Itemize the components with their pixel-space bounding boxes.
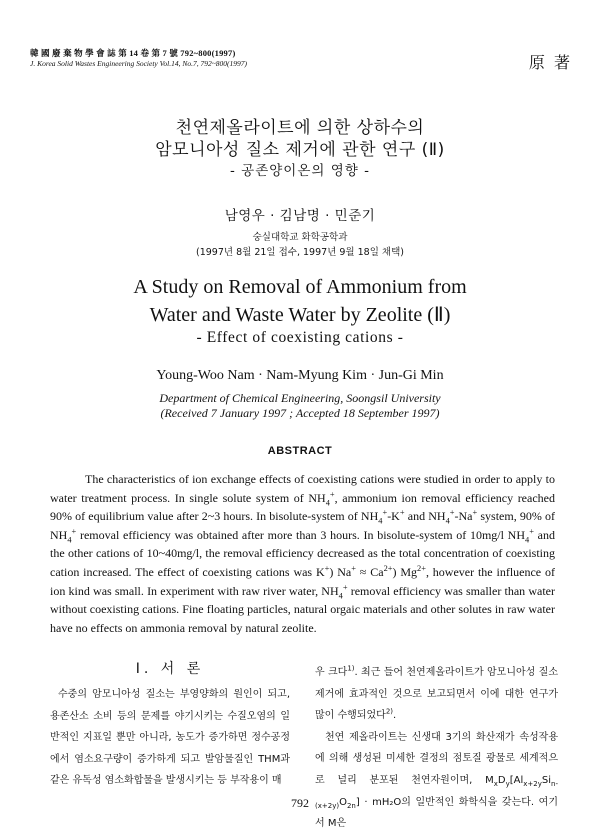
introduction-right-column: 우 크다$^{1)}$. 최근 들어 천연제올라이트가 암모니아성 질소제거에 효과적인 것으로 보고되면서 이에 대한 연구가 많이 수행되었다$^{2)}$. 천연 제올라이트는 신생대 3기의 화산재가 속성작용에 의해 생성된 미세한 결정의 점토질 광물로 세계적으로 널리 분포된 천연자원이며, $M_xD_y[Al_{x+2y}Si_{n-(x+2y)}O_{2n}] \cdot mH_2O$의 일반적인 화학식을 갖는다. 여기서 M은 [315, 664, 558, 830]
korean-subtitle: - 공존양이온의 영향 - [230, 163, 370, 179]
abstract-heading: ABSTRACT [267, 445, 333, 457]
korean-title-line1: 천연제올라이트에 의한 상하수의 [175, 118, 425, 138]
introduction-left-column: 수중의 암모니아성 질소는 부영양화의 원인이 되고, 용존산소 소비 등의 문제를 야기시키는 수질오염의 일반적인 지표일 뿐만 아니라, 농도가 증가하면 정수공정에서 염소요구량이 증가하게 되고 발암물질인 THM과 같은 유독성 염소화합물을 발생시키는 등 부작용이 매 [50, 689, 290, 787]
korean-authors: 남영우 · 김남명 · 민준기 [224, 208, 376, 224]
korean-title-line2: 암모니아성 질소 제거에 관한 연구 (Ⅱ) [155, 140, 445, 160]
english-authors: Young-Woo Nam · Nam-Myung Kim · Jun-Gi Min [156, 368, 444, 383]
english-dates: (Received 7 January 1997 ; Accepted 18 September 1997) [160, 406, 440, 420]
english-affiliation: Department of Chemical Engineering, Soongsil University [159, 391, 441, 405]
english-title-line2: Water and Waste Water by Zeolite (Ⅱ) [149, 304, 451, 326]
abstract-body: The characteristics of ion exchange effects of coexisting cations were studied in order to apply to water treatment process. In single solute system of $NH_4^+$, ammonium ion removal efficiency reached 90% of equilibrium value after 2~3 hours. In bisolute-system of $NH_4^+-K^+$ and $NH_4^+-Na^+$ system, 90% of $NH_4^+$ removal efficiency was obtained after more than 3 hours. In bisolute-system of 10mg/l $NH_4^+$ and the other cations of 10~40mg/l, the removal efficiency decreased as the total concentration of coexisting cation increased. The effect of coexisting cations was K+) $Na^+ \approx Ca^{2+}$) $Mg^{2+}$, however the influence of ion kind was small. In experiment with raw river water, $NH_4^+$ removal efficiency was smaller than water without coexisting cations. Fine floating particles, natural orgaic materials and other solutes in raw water have no effects on ammonia removal by natural zeolite. [50, 472, 556, 635]
article-category: 原 著 [528, 53, 572, 72]
page-number: 792 [291, 796, 309, 810]
korean-affiliation: 숭실대학교 화학공학과 [252, 232, 348, 243]
english-title-line1: A Study on Removal of Ammonium from [133, 276, 467, 298]
introduction-heading: Ⅰ. 서 론 [135, 661, 205, 677]
journal-english-header: J. Korea Solid Wastes Engineering Society Vol.14, No.7, 792~800(1997) [30, 59, 248, 68]
english-subtitle: - Effect of coexisting cations - [196, 329, 404, 346]
journal-korean-header: 韓 國 廢 棄 物 學 會 誌 第 14 卷 第 7 號 792~800(1997) [30, 48, 236, 58]
korean-dates: (1997년 8월 21일 접수, 1997년 9월 18일 채택) [196, 247, 404, 258]
